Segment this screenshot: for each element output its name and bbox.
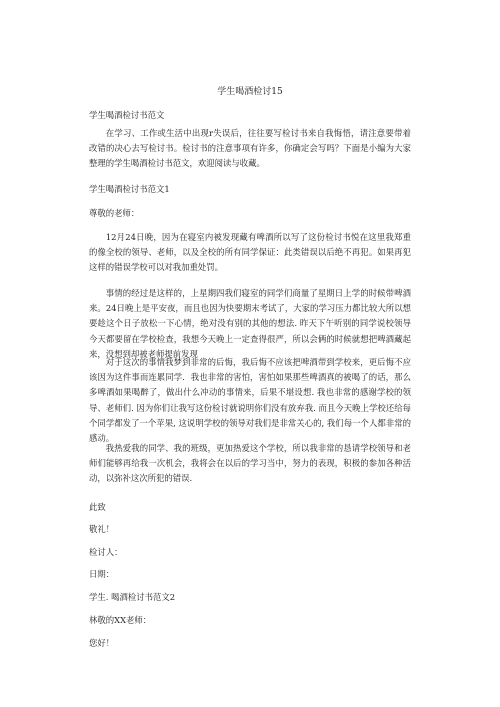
body-paragraph: 对于这次的事情我梦到非常的后悔，我后悔不应该把啤酒带到学校来，更后悔不应该因为这件事而连累同学．我也非常的害怕，害怕如果那些啤酒真的被喝了的话，那么多啤酒如果喝醉了，做出什么冲动的事情来，后果不堪设想. 我也非常的感谢学校的领导、老师们. 因为你们让我写这份检讨就说明你们没有放弃我. 而且今天晚上学校还给每个同学都发了一个苹果, 这说明学校的领导对我们是非常关心的, 我们每一个人都非常的感动。 — [89, 357, 411, 444]
document-title: 学生喝酒检讨15 — [217, 87, 283, 97]
body-paragraph: 12月24日晚，因为在寝室内被发现藏有啤酒所以写了这份检讨书悦在这里我郑重的像全校的领导、老师，以及全校的所有同学保证：此类错误以后绝不再犯。如果再犯这样的错误学校可以对我加重处罚。 — [89, 232, 411, 273]
body-paragraph: 我热爱我的同学、我的班级，更加热爱这个学校，所以我非常的恳请学校领导和老师们能够再给我一次机会，我将会在以后的学习当中，努力的表现，积极的参加各种活动，以弥补这次所犯的错误. — [89, 443, 411, 484]
closing-line: 此致 — [89, 502, 106, 512]
salutation: 尊敬的老师： — [89, 208, 140, 218]
signature-line: 检讨人： — [89, 547, 123, 557]
date-line: 日期： — [89, 569, 115, 579]
intro-paragraph: 在学习、工作或生活中出现r失误后，往往要写检讨书来自我悔悟，请注意要带着改错的决心去写检讨书。检讨书的注意事项有许多，你确定会写吗？下面是小编为大家整理的学生喝酒检讨书范文，欢迎阅读与收藏。 — [89, 128, 411, 169]
greeting: 您好！ — [89, 638, 115, 648]
body-paragraph: 事情的经过是这样的，上星期四我们寝室的同学们商量了星期日上学的时候带啤酒来。24日晚上是平安夜，而且也因为快要期末考试了，大家的学习压力都比较大所以想要趁这个日子放松一下心情，绝对没有别的其他的想法. 昨天下午听别的同学说校领导今天都要留在学校检查，我想今天晚上一定查得很严，所以会俩的时候就想把啤酒藏起来，没想到却被老师提前发现 — [89, 288, 411, 359]
sample-heading-1: 学生喝酒检讨书范文1 — [89, 184, 170, 194]
closing-line: 敬礼！ — [89, 524, 115, 534]
section-heading: 学生喝酒检讨书范文 — [89, 110, 165, 120]
salutation: 林敬的XX老师： — [89, 615, 152, 625]
sample-heading-2: 学生. 喝酒检讨书范文2 — [89, 592, 176, 602]
